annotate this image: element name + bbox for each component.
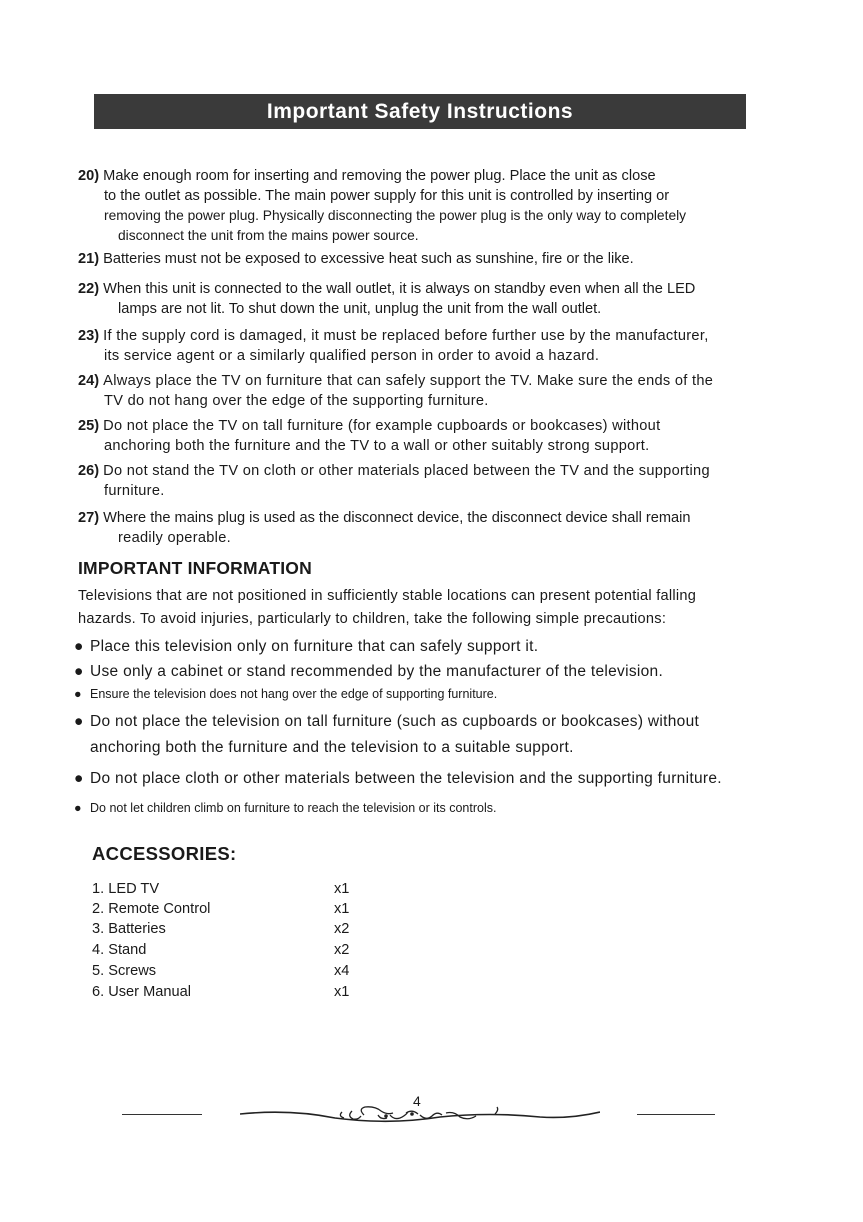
accessory-name: 3. Batteries	[92, 921, 166, 937]
accessory-name: 6. User Manual	[92, 984, 191, 1000]
precaution-item	[74, 634, 774, 660]
accessory-qty: x2	[334, 921, 350, 937]
instruction-item-23	[78, 326, 768, 366]
item-text-cont: anchoring both the furniture and the TV to a wall or other suitably strong support.	[104, 438, 650, 454]
bullet-icon: ●	[74, 638, 84, 655]
item-text-cont: its service agent or a similarly qualified person in order to avoid a hazard.	[104, 348, 600, 364]
item-text-cont: furniture.	[104, 483, 165, 499]
item-text-cont: disconnect the unit from the mains power source.	[118, 228, 419, 243]
bullet-icon: ●	[74, 687, 82, 701]
precaution-text: Do not let children climb on furniture to reach the television or its controls.	[90, 801, 497, 815]
item-text: Make enough room for inserting and removing the power plug. Place the unit as close	[103, 168, 656, 184]
item-number: 22)	[78, 281, 100, 297]
accessories-heading: ACCESSORIES:	[92, 843, 237, 864]
instruction-item-25	[78, 416, 768, 456]
footer-rule-right	[637, 1114, 715, 1115]
item-number: 25)	[78, 418, 100, 434]
item-text: If the supply cord is damaged, it must be replaced before further use by the manufacturer,	[103, 328, 709, 344]
item-text-cont: to the outlet as possible. The main power supply for this unit is controlled by inserting or	[104, 188, 670, 204]
precaution-item	[74, 709, 774, 761]
instruction-item-26	[78, 461, 768, 501]
precaution-text: Ensure the television does not hang over the edge of supporting furniture.	[90, 687, 498, 701]
bullet-icon: ●	[74, 663, 84, 680]
precaution-text: Do not place the television on tall furniture (such as cupboards or bookcases) without	[90, 713, 700, 730]
item-number: 26)	[78, 463, 100, 479]
precaution-item	[74, 766, 774, 792]
item-number: 27)	[78, 510, 100, 526]
precaution-item	[74, 681, 774, 707]
accessory-name: 4. Stand	[92, 942, 147, 958]
item-text: Always place the TV on furniture that can safely support the TV. Make sure the ends of the	[103, 373, 714, 389]
accessory-qty: x4	[334, 963, 350, 979]
accessory-name: 1. LED TV	[92, 881, 160, 897]
instruction-item-20	[78, 166, 768, 246]
instruction-item-22	[78, 279, 768, 319]
important-information-heading: IMPORTANT INFORMATION	[78, 558, 312, 578]
accessory-qty: x1	[334, 881, 350, 897]
item-number: 21)	[78, 251, 100, 267]
accessory-row	[92, 940, 392, 960]
accessory-qty: x1	[334, 984, 350, 1000]
item-text: Batteries must not be exposed to excessive heat such as sunshine, fire or the like.	[103, 251, 634, 267]
item-text-cont: TV do not hang over the edge of the supporting furniture.	[104, 393, 489, 409]
item-number: 23)	[78, 328, 100, 344]
page-title-banner	[94, 94, 746, 129]
intro-line: hazards. To avoid injuries, particularly to children, take the following simple precautions:	[78, 611, 667, 627]
accessory-name: 2. Remote Control	[92, 901, 211, 917]
item-text-cont: removing the power plug. Physically disconnecting the power plug is the only way to completely	[104, 208, 687, 223]
item-number: 20)	[78, 168, 100, 184]
item-text: Do not place the TV on tall furniture (for example cupboards or bookcases) without	[103, 418, 661, 434]
page-number: 4	[413, 1093, 421, 1109]
instruction-item-27	[78, 508, 768, 548]
bullet-icon: ●	[74, 801, 82, 815]
instruction-item-24	[78, 371, 768, 411]
page-title: Important Safety Instructions	[266, 99, 574, 123]
intro-line: Televisions that are not positioned in sufficiently stable locations can present potential falling	[78, 588, 697, 604]
precaution-text: Do not place cloth or other materials between the television and the supporting furniture.	[90, 770, 722, 787]
item-text: Where the mains plug is used as the disconnect device, the disconnect device shall remain	[103, 510, 691, 526]
accessory-qty: x1	[334, 901, 350, 917]
footer-ornament	[240, 1103, 600, 1127]
item-text-cont: readily operable.	[118, 530, 231, 546]
bullet-icon: ●	[74, 713, 84, 730]
accessory-row	[92, 879, 392, 899]
accessory-qty: x2	[334, 942, 350, 958]
precaution-item	[74, 795, 774, 821]
accessory-row	[92, 982, 392, 1002]
item-text-cont: lamps are not lit. To shut down the unit, unplug the unit from the wall outlet.	[118, 301, 602, 317]
bullet-icon: ●	[74, 770, 84, 787]
item-number: 24)	[78, 373, 100, 389]
footer-rule-left	[122, 1114, 202, 1115]
important-information-intro	[78, 585, 768, 631]
accessory-row	[92, 919, 392, 939]
precaution-text-cont: anchoring both the furniture and the television to a suitable support.	[90, 739, 574, 756]
accessory-row	[92, 899, 392, 919]
item-text: When this unit is connected to the wall outlet, it is always on standby even when all the LED	[103, 281, 696, 297]
precaution-text: Place this television only on furniture that can safely support it.	[90, 638, 539, 655]
accessory-row	[92, 961, 392, 981]
instruction-item-21	[78, 249, 768, 269]
precaution-text: Use only a cabinet or stand recommended by the manufacturer of the television.	[90, 663, 664, 680]
accessory-name: 5. Screws	[92, 963, 157, 979]
item-text: Do not stand the TV on cloth or other materials placed between the TV and the supporting	[103, 463, 710, 479]
